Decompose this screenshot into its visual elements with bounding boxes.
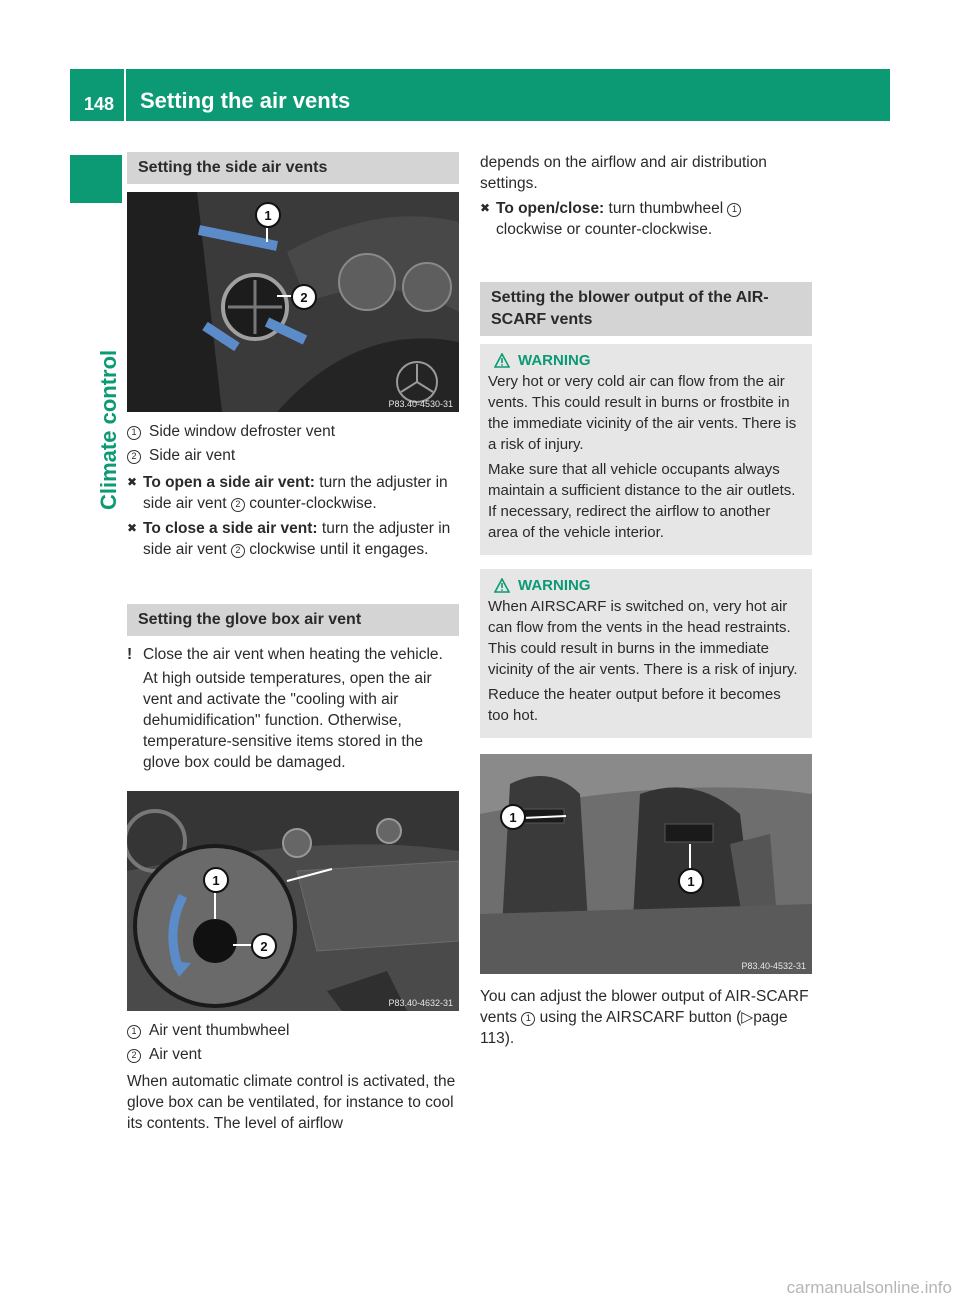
step-close-side-vent: ✖ To close a side air vent: turn the adjuster in side air vent 2 clockwise until it engages. bbox=[127, 520, 451, 558]
callout-number: 1 bbox=[127, 1025, 141, 1039]
legend-text: Air vent bbox=[149, 1046, 202, 1063]
step-arrow-icon: ✖ bbox=[480, 201, 491, 215]
left-column bbox=[127, 152, 459, 1134]
step-open-close: ✖ To open/close: turn thumbwheel 1 clockwise or counter-clockwise. bbox=[480, 198, 812, 240]
step-arrow-icon: ✖ bbox=[127, 521, 138, 535]
page-reference-link[interactable]: page 113 bbox=[480, 1009, 788, 1047]
warning-box bbox=[480, 344, 812, 555]
legend-item bbox=[127, 420, 459, 444]
photo-reference: P83.40-4532-31 bbox=[741, 961, 806, 971]
warning-text: Make sure that all vehicle occupants always maintain a sufficient distance to the air outlets. If necessary, redirect the airflow to another area of the vehicle interior. bbox=[488, 461, 796, 541]
warning-triangle-icon bbox=[494, 353, 510, 368]
callout-number: 2 bbox=[231, 544, 245, 558]
callout-2: 2 bbox=[291, 284, 317, 310]
legend-item bbox=[127, 444, 459, 468]
side-tab bbox=[70, 155, 122, 1300]
photo-glove-box-vent bbox=[127, 791, 459, 1011]
page-reference-arrow-icon: ▷ bbox=[741, 1009, 754, 1026]
header-separator bbox=[124, 69, 126, 121]
callout-number: 2 bbox=[231, 498, 245, 512]
legend-glove-box bbox=[127, 1019, 459, 1067]
warning-label: WARNING bbox=[518, 352, 591, 369]
photo-side-air-vents bbox=[127, 192, 459, 412]
photo-airscarf-vents bbox=[480, 754, 812, 974]
legend-text: Side air vent bbox=[149, 447, 236, 464]
section-title-side-vents: Setting the side air vents bbox=[127, 152, 459, 184]
photo-reference: P83.40-4632-31 bbox=[388, 998, 453, 1008]
page-header bbox=[70, 69, 890, 121]
side-tab-label: Climate control bbox=[96, 349, 121, 510]
section-title-glove-box: Setting the glove box air vent bbox=[127, 604, 459, 636]
callout-number: 1 bbox=[727, 203, 741, 217]
warning-header bbox=[494, 350, 804, 371]
warning-header bbox=[494, 575, 804, 596]
callout-number: 1 bbox=[521, 1012, 535, 1026]
legend-side-vents bbox=[127, 420, 459, 468]
callout-number: 2 bbox=[127, 450, 141, 464]
note-text: Close the air vent when heating the vehicle. bbox=[143, 646, 443, 663]
warning-label: WARNING bbox=[518, 577, 591, 594]
watermark[interactable]: carmanualsonline.info bbox=[786, 1278, 952, 1297]
callout-number: 2 bbox=[127, 1049, 141, 1063]
legend-item bbox=[127, 1043, 459, 1067]
warning-box bbox=[480, 569, 812, 738]
section-title-airscarf: Setting the blower output of the AIR-SCARF vents bbox=[480, 282, 812, 336]
callout-1: 1 bbox=[678, 868, 704, 894]
note-exclamation-icon: ! bbox=[127, 646, 133, 663]
warning-text: Very hot or very cold air can flow from the air vents. This could result in burns or frostbite in the immediate vicinity of the air vents. There is a risk of injury. bbox=[488, 373, 797, 453]
warning-triangle-icon bbox=[494, 578, 510, 593]
legend-text: Air vent thumbwheel bbox=[149, 1022, 290, 1039]
legend-text: Side window defroster vent bbox=[149, 423, 336, 440]
glovebox-illustration bbox=[127, 791, 459, 1011]
step-open-side-vent: ✖ To open a side air vent: turn the adjuster in side air vent 2 counter-clockwise. bbox=[127, 474, 448, 512]
callout-number: 1 bbox=[127, 426, 141, 440]
callout-1: 1 bbox=[255, 202, 281, 228]
page-number: 148 bbox=[84, 94, 115, 114]
note-block bbox=[127, 644, 459, 773]
body-paragraph: depends on the airflow and air distribution settings. bbox=[480, 154, 767, 192]
body-paragraph: You can adjust the blower output of AIR-SCARF vents 1 using the AIRSCARF button (▷page 113). bbox=[480, 988, 809, 1047]
warning-text: When AIRSCARF is switched on, very hot air can flow from the vents in the head restraints. This could result in burns in the immediate vicinity of the air vents. There is a risk of injury. bbox=[488, 598, 798, 678]
photo-reference: P83.40-4530-31 bbox=[388, 399, 453, 409]
callout-1: 1 bbox=[203, 867, 229, 893]
body-paragraph: When automatic climate control is activated, the glove box can be ventilated, for instance to cool its contents. The level of airflow bbox=[127, 1073, 456, 1132]
warning-text: Reduce the heater output before it becomes too hot. bbox=[488, 686, 781, 724]
callout-1: 1 bbox=[500, 804, 526, 830]
page-title: Setting the air vents bbox=[140, 88, 351, 113]
note-text: At high outside temperatures, open the air vent and activate the "cooling with air dehumidification" function. Otherwise, temperature-sensitive items stored in the glove box could be damaged. bbox=[143, 670, 432, 771]
callout-2: 2 bbox=[251, 933, 277, 959]
legend-item bbox=[127, 1019, 459, 1043]
right-column bbox=[480, 152, 812, 1049]
seat-illustration bbox=[480, 754, 812, 974]
step-arrow-icon: ✖ bbox=[127, 475, 138, 489]
